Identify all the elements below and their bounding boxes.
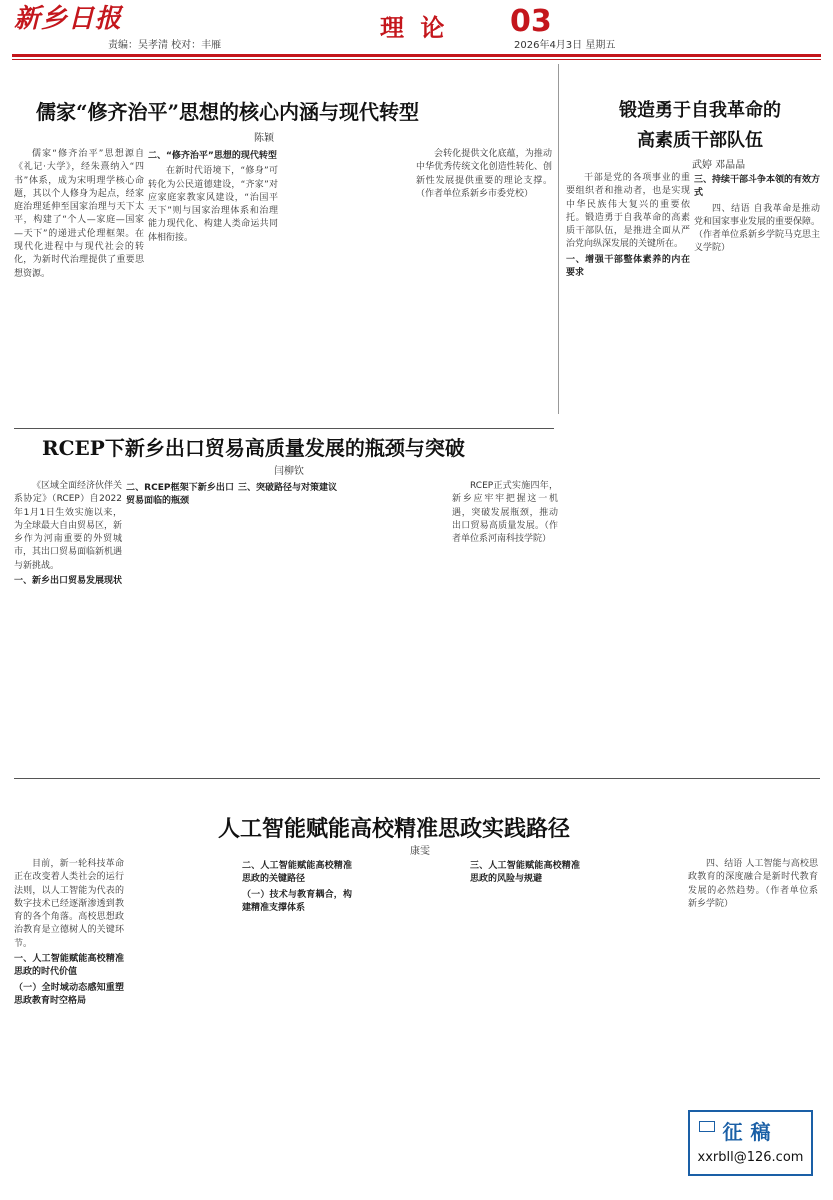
article4-col7 <box>688 858 818 1103</box>
article4-subheading: （一）技术与教育耦合，构建精准支撑体系 <box>242 889 352 913</box>
newspaper-logo: 新乡日报 <box>14 4 123 34</box>
section-divider <box>14 778 820 779</box>
article2-subheading: 一、增强干部整体素养的内在要求 <box>566 254 690 279</box>
article1-col2 <box>148 148 278 426</box>
article4-paragraph: 目前，新一轮科技革命正在改变着人类社会的运行法则，以人工智能为代表的数字技术已经逐渐渗透到教育的各个角落。高校思想政治教育是立德树人的关键环节。 <box>14 859 124 949</box>
article1-byline: 陈颖 <box>254 133 274 144</box>
article4-byline: 康雯 <box>410 846 430 857</box>
article2-paragraph: 干部是党的各项事业的重要组织者和推动者，也是实现中华民族伟大复兴的重要依托。锻造勇于自我革命的高素质干部队伍，是推进全面从严治党向纵深发展的关键所在。 <box>566 173 690 250</box>
article1-col1 <box>14 148 144 426</box>
article3-paragraph: 《区域全面经济伙伴关系协定》（RCEP）自2022年1月1日生效实施以来，为全球最大自由贸易区，新乡作为河南重要的外贸城市，其出口贸易面临新机遇与新挑战。 <box>14 481 122 571</box>
article2-col1 <box>566 172 690 692</box>
submission-title: 征稿 <box>722 1120 779 1144</box>
article4-subheading: 三、人工智能赋能高校精准思政的风险与规避 <box>470 861 580 885</box>
article2-subheading: 三、持续干部斗争本领的有效方式 <box>694 175 820 199</box>
article3-byline: 闫柳钦 <box>274 466 304 477</box>
article3-headline: RCEP下新乡出口贸易高质量发展的瓶颈与突破 <box>42 436 465 460</box>
article2-byline: 武婷 邓晶晶 <box>692 160 746 171</box>
article3-col1 <box>14 480 122 760</box>
article4-col4 <box>356 858 466 1188</box>
article4-col3 <box>242 858 352 1188</box>
article4-subheading: 一、人工智能赋能高校精准思政的时代价值 <box>14 954 124 978</box>
article3-col5 <box>452 480 558 760</box>
article4-headline: 人工智能赋能高校精准思政实践路径 <box>218 816 571 842</box>
article1-headline: 儒家“修齐治平”思想的核心内涵与现代转型 <box>36 100 420 124</box>
page-number: 03 <box>510 4 552 39</box>
article1-col4 <box>416 148 552 426</box>
submission-box <box>688 1110 813 1176</box>
article1-subheading: 二、“修齐治平”思想的现代转型 <box>148 151 277 161</box>
article2-headline-block <box>580 96 820 152</box>
issue-date: 2026年4月3日 星期五 <box>514 40 616 51</box>
article1-col3 <box>282 148 412 426</box>
editors-line: 责编：吴孝清 校对：丰雁 <box>108 40 222 51</box>
article1-paragraph: 儒家“修齐治平”思想源自《礼记·大学》，经朱熹纳入“四书”体系，成为宋明理学核心命题，其以个人修身为起点，经家庭治理延伸至国家治理与天下太平，构建了“个人—家庭—国家—天下”的递进式伦理框架。在现代化进程中与现代社会的转化，为新时代治理提供了重要思想资源。 <box>14 149 144 279</box>
article2-col2 <box>694 172 820 582</box>
article4-paragraph: 四、结语 人工智能与高校思政教育的深度融合是新时代教育发展的必然趋势。（作者单位系新乡学院） <box>688 859 818 909</box>
article4-subheading: （一）全时域动态感知重塑思政教育时空格局 <box>14 982 124 1006</box>
article3-subheading: 一、新乡出口贸易发展现状 <box>14 576 122 587</box>
article4-col2 <box>128 858 238 1188</box>
article4-col1 <box>14 858 124 1188</box>
article3-subheading: 三、突破路径与对策建议 <box>238 483 338 493</box>
section-divider <box>14 428 554 429</box>
article1-paragraph: 在新时代语境下，“修身”可转化为公民道德建设，“齐家”对应家庭家教家风建设，“治国平天下”则与国家治理体系和治理能力现代化、构建人类命运共同体相衔接。 <box>148 166 278 243</box>
article2-headline-line1: 锻造勇于自我革命的 <box>619 100 781 121</box>
article4-col6 <box>584 858 684 1188</box>
article3-paragraph: RCEP正式实施四年，新乡应牢牢把握这一机遇，突破发展瓶颈，推动出口贸易高质量发展。（作者单位系河南科技学院） <box>452 481 558 545</box>
masthead-rule-thin <box>12 59 821 60</box>
masthead-rule <box>12 54 821 57</box>
column-divider <box>558 64 559 414</box>
article3-col4 <box>350 480 448 760</box>
article2-headline-line2: 高素质干部队伍 <box>637 130 763 151</box>
submission-email[interactable]: xxrbll@126.com <box>697 1150 804 1165</box>
section-title: 理 论 <box>380 13 449 42</box>
article1-paragraph: 会转化提供文化底蕴，为推动中华优秀传统文化创造性转化、创新性发展提供重要的理论支撑。（作者单位系新乡市委党校） <box>416 149 552 199</box>
article3-col2 <box>126 480 234 760</box>
article3-col3 <box>238 480 346 760</box>
article4-col5 <box>470 858 580 1188</box>
article4-subheading: 二、人工智能赋能高校精准思政的关键路径 <box>242 861 352 885</box>
article2-paragraph: 四、结语 自我革命是推动党和国家事业发展的重要保障。（作者单位系新乡学院马克思主义学院） <box>694 203 820 254</box>
article3-subheading: 二、RCEP框架下新乡出口贸易面临的瓶颈 <box>126 483 234 507</box>
